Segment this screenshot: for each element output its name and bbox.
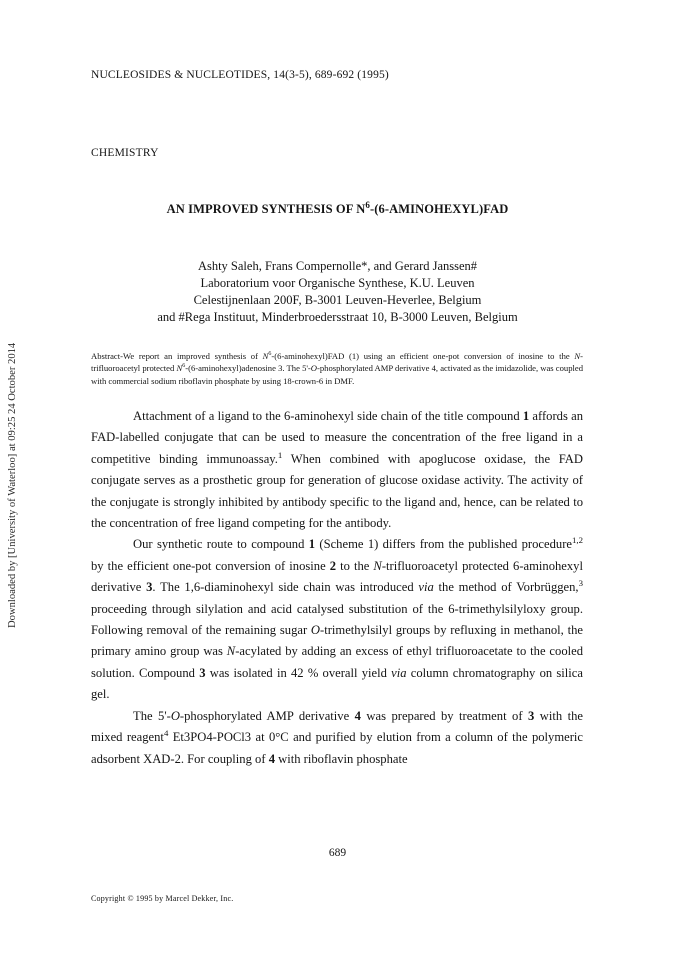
author-list: Ashty Saleh, Frans Compernolle*, and Gerard Janssen#: [197, 259, 478, 273]
body-text: . The 1,6-diaminohexyl side chain was introduced: [152, 580, 419, 595]
body-text: column chromatography on silica gel.: [91, 665, 583, 702]
body-text: proceeding through silylation and acid catalysed substitution of the 6-trimethylsilyloxy group. Following removal of the remaining sugar: [91, 601, 583, 638]
abstract-text: -(6-aminohexyl)adenosine 3. The 5'-: [185, 363, 311, 374]
article-body: [91, 406, 583, 770]
compound-number: 4: [268, 751, 275, 766]
body-text: to the: [336, 558, 374, 573]
compound-number: 4: [354, 708, 361, 723]
compound-number: 3: [527, 708, 535, 723]
body-paragraph: [91, 406, 583, 534]
body-paragraph: [91, 706, 583, 770]
abstract: [91, 350, 583, 387]
author-block: [0, 258, 675, 326]
body-text: Et3PO4-POCl3 at 0°C and purified by elution from a column of the polymeric adsorbent XAD-2. For coupling of: [91, 730, 584, 766]
abstract-text: -trifluoroacetyl protected: [91, 351, 583, 374]
affiliation-line: Celestijnenlaan 200F, B-3001 Leuven-Heverlee, Belgium: [193, 293, 482, 307]
body-text: was isolated in 42 % overall yield: [205, 665, 392, 680]
body-text: Our synthetic route to compound: [133, 537, 309, 552]
reference-marker: 3: [578, 578, 583, 589]
italic-text: N: [226, 644, 236, 659]
affiliation-line: and #Rega Instituut, Minderbroedersstraat 10, B-3000 Leuven, Belgium: [157, 310, 518, 324]
page-number: 689: [328, 847, 347, 859]
body-text: was prepared by treatment of: [360, 708, 528, 723]
body-text: affords an FAD-labelled conjugate that can be used to measure the concentration of the free ligand in a competitive binding immunoassay.: [91, 409, 583, 466]
copyright-notice: Copyright © 1995 by Marcel Dekker, Inc.: [91, 894, 234, 903]
abstract-text: Abstract-We report an improved synthesis of: [91, 351, 263, 361]
title-superscript: 6: [365, 200, 370, 210]
body-text: -trimethylsilyl groups by refluxing in methanol, the primary amino group was: [91, 623, 583, 659]
title-part: AN IMPROVED SYNTHESIS OF N: [166, 202, 366, 217]
body-text: the method of Vorbrüggen,: [433, 580, 579, 595]
compound-number: 3: [146, 580, 153, 595]
body-text: with the mixed reagent: [91, 708, 583, 745]
abstract-superscript: 6: [182, 363, 186, 370]
body-text: -trifluoroacetyl protected 6-aminohexyl derivative: [91, 558, 583, 595]
affiliation-line: Laboratorium voor Organische Synthese, K.U. Leuven: [200, 276, 475, 290]
body-text: -phosphorylated AMP derivative: [179, 708, 355, 723]
reference-marker: 1: [277, 449, 283, 460]
abstract-italic: O: [310, 363, 318, 374]
abstract-superscript: 6: [268, 351, 272, 358]
compound-number: 1: [522, 409, 530, 423]
reference-marker: 4: [163, 727, 169, 738]
section-heading: CHEMISTRY: [91, 147, 159, 159]
reference-marker: 1,2: [571, 535, 583, 546]
italic-text: O: [170, 708, 180, 723]
compound-number: 1: [308, 537, 316, 552]
abstract-text: -phosphorylated AMP derivative 4, activated as the imidazolide, was coupled with commercial sodium riboflavin phosphate by using 18-crown-6 in DMF.: [91, 363, 584, 386]
abstract-text: -(6-aminohexyl)FAD (1) using an efficient one-pot conversion of inosine to the: [271, 351, 575, 361]
body-text: The 5'-: [133, 708, 171, 723]
body-text: Attachment of a ligand to the 6-aminohexyl side chain of the title compound: [133, 409, 523, 423]
body-text: with riboflavin phosphate: [274, 751, 408, 766]
compound-number: 3: [199, 665, 206, 680]
body-text: by the efficient one-pot conversion of inosine: [91, 558, 330, 573]
body-text: When combined with apoglucose oxidase, the FAD conjugate serves as a prosthetic group for generation of glucose oxidase activity. The activity of the conjugate is strongly inhibited by antibody specific to the ligand and, hence, can be related to the concentration of free ligand competing for the antibody.: [91, 451, 583, 531]
title-part: -(6-AMINOHEXYL)FAD: [369, 202, 509, 217]
abstract-italic: N: [574, 351, 581, 361]
body-paragraph: [91, 534, 583, 705]
italic-text: via: [418, 580, 434, 595]
journal-citation: NUCLEOSIDES & NUCLEOTIDES, 14(3-5), 689-692 (1995): [91, 69, 389, 81]
compound-number: 2: [329, 558, 337, 573]
download-notice: Downloaded by [University of Waterloo] at 09:25 24 October 2014: [7, 342, 18, 628]
italic-text: O: [310, 623, 321, 638]
body-text: -acylated by adding an excess of ethyl trifluoroacetate to the cooled solution. Compound: [91, 644, 584, 680]
abstract-italic: N: [262, 351, 269, 361]
article-title: [0, 200, 675, 217]
italic-text: N: [373, 558, 382, 573]
body-text: (Scheme 1) differs from the published procedure: [315, 537, 572, 552]
italic-text: via: [391, 665, 407, 680]
abstract-italic: N: [176, 363, 183, 374]
